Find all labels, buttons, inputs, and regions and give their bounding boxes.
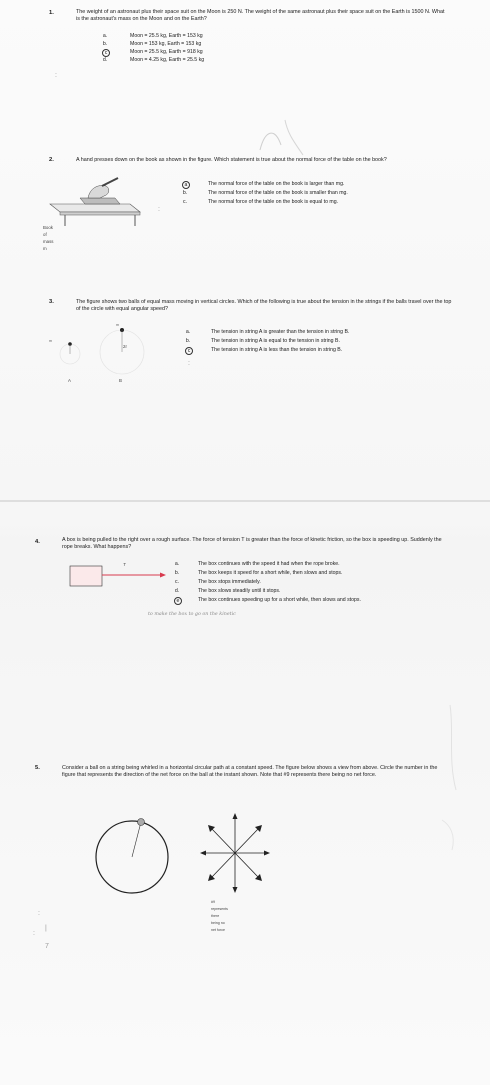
question-number: 4.: [35, 539, 40, 545]
label-a: A: [68, 378, 71, 383]
bleed-through-sketch: [255, 115, 315, 175]
question-stem: The figure shows two balls of equal mass moving in vertical circles. Which of the following is true about the tension in the strings if the balls travel over the top of the circle with equal angular speed?: [76, 299, 452, 312]
direction-arrows-figure: [195, 808, 275, 898]
figure-caption: Book of mass m: [43, 225, 54, 251]
circular-path-figure: [92, 812, 182, 902]
stray-mark: :: [158, 206, 160, 213]
svg-text:m: m: [49, 339, 52, 343]
stray-mark: :: [38, 910, 40, 917]
bleed-through-marks: [440, 700, 480, 860]
stray-mark: 7: [45, 943, 49, 950]
question-number: 2.: [49, 157, 54, 163]
question-stem: A hand presses down on the book as shown in the figure. Which statement is true about the normal force of the table on the book?: [76, 157, 387, 163]
stray-mark: :: [188, 360, 190, 367]
stray-mark: :: [55, 72, 57, 79]
question-number: 3.: [49, 299, 54, 305]
question-number: 5.: [35, 765, 40, 771]
question-stem: The weight of an astronaut plus their space suit on the Moon is 250 N. The weight of the same astronaut plus their space suit on the Earth is 1500 N. What is the astronaut's mass on the Moon and on the Earth?: [76, 9, 445, 22]
figure-note: #9 represents there being no net force: [211, 900, 228, 932]
page-fold: [0, 500, 490, 502]
worksheet-page: 1. The weight of an astronaut plus their space suit on the Moon is 250 N. The weight of the same astronaut plus their space suit on the Earth is 1500 N. What is the astronaut's mass on the Moon and on the Earth? a. Moon = 25.5 kg, Earth = 153 kg b. Moon = 153 kg, Earth = 153 kg c Moon = 25.5 kg, Earth = 918 kg d. Moon = 4.25 kg, Earth = 25.5 kg : 2. A hand presses down on the book as shown in the figure. Which statement is true about the normal force of the table on the book? Book of mass m a The normal force of the table on the book is larger than mg. b. The normal force of the table on the book is smaller than mg. c. The normal force of the table on the book is equal to mg. : 3. The figure shows two balls of equal mass moving in vertical circles. Which of the following is true about the tension in the strings if the balls travel over the top of the circle with equal angular speed? m m 2r A B a. The tension in string A is greater than the tension in string B. b. The tension in string A is equal to the tension in string B. c The tension in string A is less than the tension in string B. : 4. A box is being pulled to the right over a rough surface. The force of tension T is greater than the force of kinetic friction, so the box is speeding up. Suddenly the rope breaks. What happens? T a. The box continues with the speed it had when the rope broke. b. The box keeps it speed for a short while, then slows and stops. c. The box stops immediately. d. The box slows steadily until it stops. e The box continues speeding up for a short while, then slows and stops. to make the box to go on the kinetic 5. Consider a ball on a string being whirled in a horizontal circular path at a constant speed. The figure below shows a view from above. Circle the number in the figure that represents the direction of the net force on the ball at the instant shown. Note that #9 represents there being no net force. #9 represents there being no net force : | 7 :: [0, 0, 490, 1085]
vertical-circles-figure: [45, 322, 165, 392]
question-stem: A box is being pulled to the right over a rough surface. The force of tension T is greater than the force of kinetic friction, so the box is speeding up. Suddenly the rope breaks. What happens?: [62, 537, 442, 550]
stray-mark: :: [33, 930, 35, 937]
box-rope-figure: [70, 562, 170, 592]
handwritten-note: to make the box to go on the kinetic: [148, 612, 236, 617]
radius-label: 2r: [123, 344, 127, 349]
stray-mark: |: [45, 925, 47, 932]
question-stem: Consider a ball on a string being whirled in a horizontal circular path at a constant speed. The figure below shows a view from above. Circle the number in the figure that represents the direction of the net force on the ball at the instant shown. Note that #9 represents there being no net force.: [62, 765, 438, 778]
hand-book-table-figure: [40, 182, 150, 227]
question-number: 1.: [49, 10, 54, 16]
tension-label: T: [123, 562, 126, 567]
svg-text:m: m: [116, 323, 119, 327]
label-b: B: [119, 378, 122, 383]
